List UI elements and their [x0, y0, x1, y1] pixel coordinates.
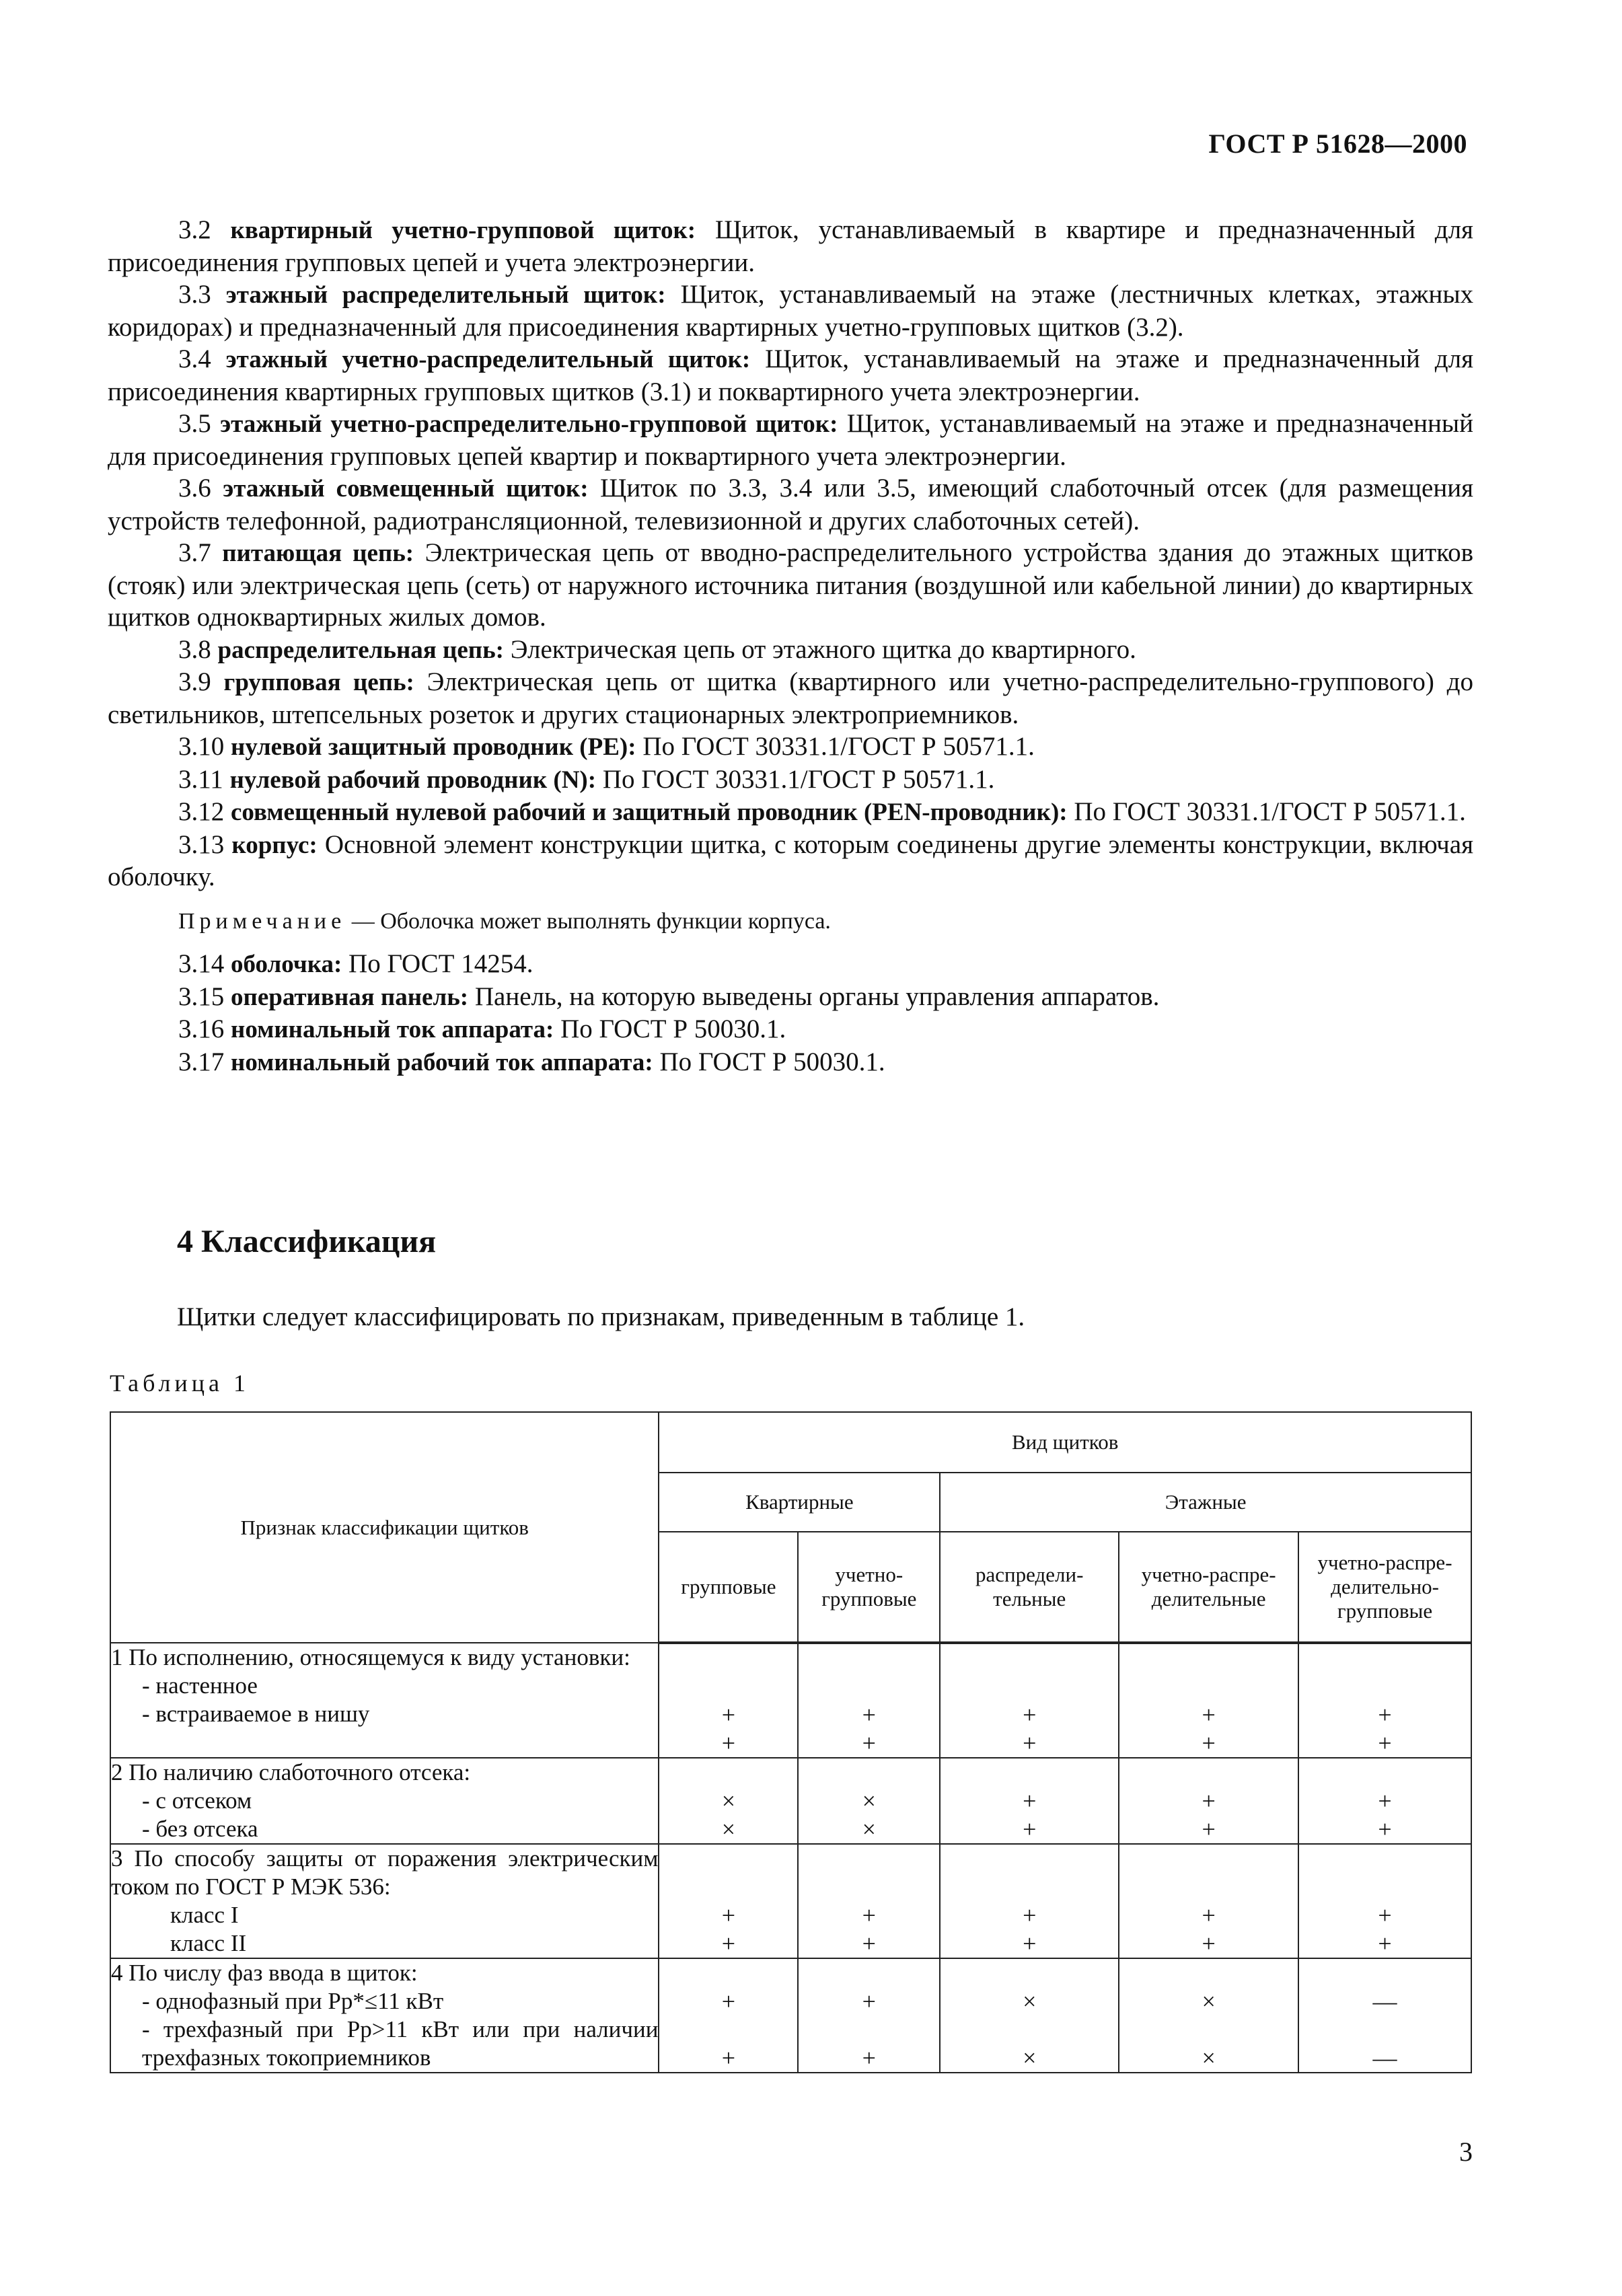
definition-3-8: 3.8 распределительная цепь: Электрическая цепь от этажного щитка до квартирного.: [178, 634, 1136, 664]
definition-3-13: 3.13 корпус: Основной элемент конструкции щитка, с которым соединены другие элементы конструкции, включая оболочку.: [108, 829, 1474, 891]
definition-3-15: 3.15 оперативная панель: Панель, на которую выведены органы управления аппаратов.: [178, 982, 1160, 1011]
definition-3-17: 3.17 номинальный рабочий ток аппарата: По ГОСТ Р 50030.1.: [178, 1047, 885, 1076]
value-cell: + +: [659, 1844, 798, 1958]
value-cell: × ×: [940, 1958, 1119, 2073]
header-kind: Вид щитков: [659, 1412, 1471, 1473]
definition-3-6: 3.6 этажный совмещенный щиток: Щиток по 3.3, 3.4 или 3.5, имеющий слаботочный отсек (для размещения устройств телефонной, радиотрансляционной, телевизионной и других слаботочных сетей).: [108, 474, 1474, 535]
section-title: 4 Классификация: [177, 1224, 437, 1259]
definition-3-7: 3.7 питающая цепь: Электрическая цепь от вводно-распределительного устройства здания до этажных щитков (стояк) или электрическая цепь (сеть) от наружного источника питания (воздушной или кабельной линии) до квартирных щитков одноквартирных жилых домов.: [108, 538, 1473, 632]
page-number: 3: [1459, 2137, 1473, 2167]
definition-3-14: 3.14 оболочка: По ГОСТ 14254.: [178, 949, 533, 978]
definition-3-10: 3.10 нулевой защитный проводник (PE): По ГОСТ 30331.1/ГОСТ Р 50571.1.: [178, 732, 1035, 761]
value-cell: + +: [1119, 1844, 1298, 1958]
definition-3-3: 3.3 этажный распределительный щиток: Щиток, устанавливаемый на этаже (лестничных клетках, этажных коридорах) и предназначенный для присоединения квартирных учетно-групповых щитков (3.2).: [108, 280, 1474, 342]
table-row: [110, 1643, 1471, 1758]
definition-3-5: 3.5 этажный учетно-распределительно-групповой щиток: Щиток, устанавливаемый на этаже и предназначенный для присоединения групповых цепей квартир и поквартирного учета электроэнергии.: [108, 409, 1474, 471]
table-row: [110, 1844, 1471, 1958]
value-cell: + +: [1298, 1643, 1471, 1758]
table-caption: Таблица 1: [110, 1370, 250, 1397]
table-row: [110, 1758, 1471, 1844]
document-id: ГОСТ Р 51628—2000: [1208, 128, 1467, 159]
feature-cell: 2 По наличию слаботочного отсека: - с отсеком - без отсека: [110, 1758, 659, 1844]
feature-cell: 1 По исполнению, относящемуся к виду установки: - настенное - встраиваемое в нишу: [110, 1643, 659, 1758]
note-label: Примечание: [178, 908, 346, 934]
definitions-block: [108, 214, 1473, 1078]
value-cell: + +: [798, 1643, 940, 1758]
value-cell: + +: [659, 1958, 798, 2073]
header-apartment: Квартирные: [659, 1473, 940, 1532]
feature-cell: 4 По числу фаз ввода в щиток: - однофазный при Pp*≤11 кВт - трехфазный при Pp>11 кВт или при наличии трехфазных токоприемников: [110, 1958, 659, 2073]
value-cell: — —: [1298, 1958, 1471, 2073]
header-feature: Признак классификации щитков: [110, 1412, 659, 1643]
note: [108, 905, 1473, 938]
definition-3-12: 3.12 совмещенный нулевой рабочий и защитный проводник (PEN-проводник): По ГОСТ 30331.1/ГОСТ Р 50571.1.: [178, 797, 1466, 826]
value-cell: + +: [1119, 1643, 1298, 1758]
subheader-group: групповые: [659, 1532, 798, 1643]
value-cell: + +: [1298, 1844, 1471, 1958]
subheader-distribution: распредели-тельные: [940, 1532, 1119, 1643]
subheader-metering-group: учетно-групповые: [798, 1532, 940, 1643]
header-floor: Этажные: [940, 1473, 1471, 1532]
definition-3-16: 3.16 номинальный ток аппарата: По ГОСТ Р 50030.1.: [178, 1014, 786, 1043]
value-cell: × ×: [659, 1758, 798, 1844]
section-intro: Щитки следует классифицировать по признакам, приведенным в таблице 1.: [177, 1302, 1025, 1331]
value-cell: + +: [1119, 1758, 1298, 1844]
value-cell: + +: [940, 1643, 1119, 1758]
value-cell: + +: [798, 1958, 940, 2073]
note-text: — Оболочка может выполнять функции корпуса.: [346, 908, 831, 934]
value-cell: + +: [798, 1844, 940, 1958]
definition-3-2: 3.2 квартирный учетно-групповой щиток: Щиток, устанавливаемый в квартире и предназначенный для присоединения групповых цепей и учета электроэнергии.: [108, 215, 1473, 277]
value-cell: × ×: [798, 1758, 940, 1844]
value-cell: + +: [940, 1758, 1119, 1844]
value-cell: + +: [659, 1643, 798, 1758]
feature-cell: 3 По способу защиты от поражения электрическим током по ГОСТ Р МЭК 536: класс I класс II: [110, 1844, 659, 1958]
definition-3-4: 3.4 этажный учетно-распределительный щиток: Щиток, устанавливаемый на этаже и предназначенный для присоединения квартирных групповых щитков (3.1) и поквартирного учета электроэнергии.: [108, 344, 1474, 406]
definition-3-9: 3.9 групповая цепь: Электрическая цепь от щитка (квартирного или учетно-распределительно-группового) до светильников, штепсельных розеток и других стационарных электроприемников.: [108, 667, 1473, 729]
value-cell: + +: [1298, 1758, 1471, 1844]
table-row: [110, 1958, 1471, 2073]
value-cell: + +: [940, 1844, 1119, 1958]
subheader-metering-distribution-group: учетно-распре-делительно-групповые: [1298, 1532, 1471, 1643]
classification-table: [110, 1411, 1472, 2073]
subheader-metering-distribution: учетно-распре-делительные: [1119, 1532, 1298, 1643]
value-cell: × ×: [1119, 1958, 1298, 2073]
definition-3-11: 3.11 нулевой рабочий проводник (N): По ГОСТ 30331.1/ГОСТ Р 50571.1.: [178, 764, 995, 794]
